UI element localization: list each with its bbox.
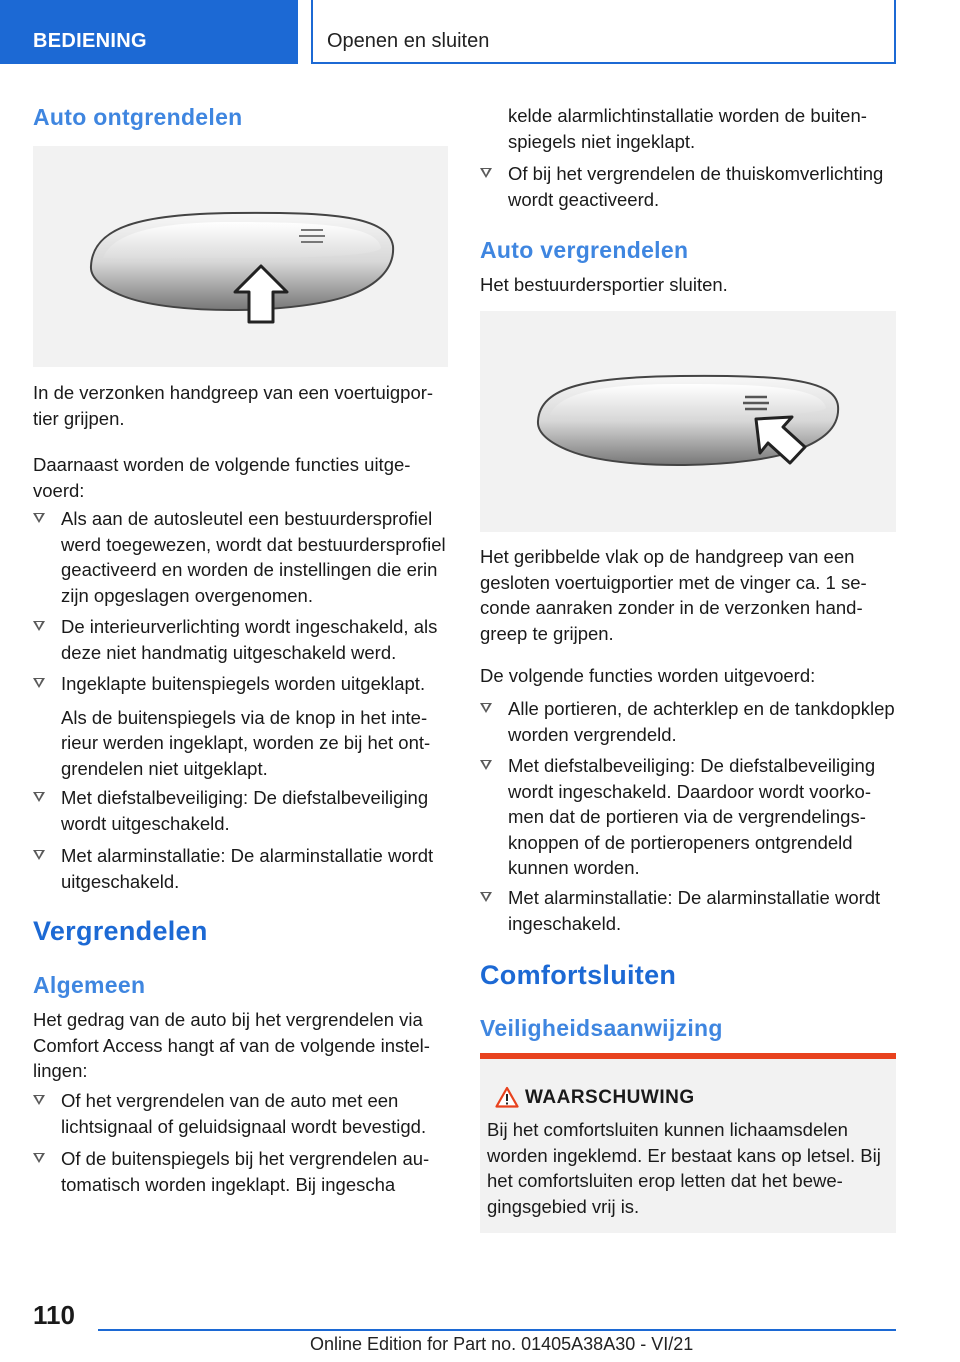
paragraph-functions-executed: De volgende functies worden uitgevoerd: [480,665,816,686]
list-item-text: Of bij het vergrendelen de thuiskomverlichting wordt geactiveerd. [508,163,884,210]
list-item-text: Met diefstalbeveiliging: De diefstalbeveiliging wordt ingeschakeld. Daardoor wordt voorkomen dat de portieren via de vergrendelingsknoppen of de portieropeners ontgrendeld kunnen worden. [508,755,876,878]
list-item [480,753,896,881]
list-item-text: Met alarminstallatie: De alarminstallatie wordt ingeschakeld. [508,887,881,934]
page-number: 110 [33,1300,75,1330]
list-item-text: Met alarminstallatie: De alarminstallatie wordt uitgeschakeld. [61,845,434,892]
header-section-tab [0,0,298,64]
header-section-label: BEDIENING [33,30,147,52]
triangle-bullet-icon [480,892,492,902]
triangle-bullet-icon [33,678,45,688]
door-handle-grip-illustration [33,146,448,367]
list-item-text: De interieurverlichting wordt ingeschakeld, als deze niet handmatig uitgeschakeld werd. [61,616,438,663]
heading-auto-vergrendelen: Auto vergrendelen [480,237,689,263]
list-item-text: Ingeklapte buitenspiegels worden uitgeklapt. [61,673,426,694]
paragraph-grip-handle: In de verzonken handgreep van een voertuigportier grijpen. [33,382,434,429]
triangle-bullet-icon [480,703,492,713]
warning-triangle-icon [495,1086,519,1108]
list-item [33,1146,448,1197]
door-handle-touch-illustration [480,311,896,532]
list-item [480,696,896,747]
heading-vergrendelen: Vergrendelen [33,916,208,946]
heading-comfortsluiten: Comfortsluiten [480,960,677,990]
paragraph-ribbed-surface: Het geribbelde vlak op de handgreep van een gesloten voertuigportier met de vinger ca. 1 seconde aanraken zonder in de verzonken handgreep te grijpen. [480,546,867,644]
heading-algemeen: Algemeen [33,972,146,998]
list-item [33,1088,448,1139]
triangle-bullet-icon [480,168,492,178]
footer-edition: Online Edition for Part no. 01405A38A30 - VI/21 [310,1334,694,1354]
list-item [33,785,448,836]
heading-veiligheidsaanwijzing: Veiligheidsaanwijzing [480,1015,723,1041]
heading-auto-ontgrendelen: Auto ontgrendelen [33,104,243,130]
header-chapter-tab [311,0,896,64]
header-chapter-label: Openen en sluiten [327,30,490,52]
triangle-bullet-icon [33,1095,45,1105]
list-item [33,843,448,894]
figure-handle-touch [480,311,896,532]
paragraph-continued: kelde alarmlichtinstallatie worden de buitenspiegels niet ingeklapt. [508,105,867,152]
list-item-text: Als aan de autosleutel een bestuurdersprofiel werd toegewezen, wordt dat bestuurdersprofiel geactiveerd en worden de instellingen die erin zijn opgeslagen overgenomen. [61,508,446,606]
paragraph-additional-functions: Daarnaast worden de volgende functies uitgevoerd: [33,454,411,501]
list-item-text: Met diefstalbeveiliging: De diefstalbeveiliging wordt uitgeschakeld. [61,787,429,834]
warning-box [480,1053,896,1233]
paragraph-comfort-access: Het gedrag van de auto bij het vergrendelen via Comfort Access hangt af van de volgende instellingen: [33,1009,430,1081]
warning-text: Bij het comfortsluiten kunnen lichaamsdelen worden ingeklemd. Er bestaat kans op letsel. Bij het comfortsluiten erop letten dat het bewegingsgebied vrij is. [487,1119,881,1217]
triangle-bullet-icon [33,792,45,802]
triangle-bullet-icon [480,760,492,770]
triangle-bullet-icon [33,850,45,860]
list-item [480,885,896,936]
footer-divider [98,1329,896,1331]
warning-title: WAARSCHUWING [525,1087,695,1108]
list-item [33,614,448,665]
list-item [33,506,448,608]
list-item-text: Of de buitenspiegels bij het vergrendelen automatisch worden ingeklapt. Bij ingescha [61,1148,430,1195]
triangle-bullet-icon [33,1153,45,1163]
paragraph-close-door: Het bestuurdersportier sluiten. [480,274,728,295]
list-item-text: Of het vergrendelen van de auto met een lichtsignaal of geluidsignaal wordt bevestigd. [61,1090,427,1137]
list-item-text: Alle portieren, de achterklep en de tankdopklep worden vergrendeld. [508,698,895,745]
triangle-bullet-icon [33,621,45,631]
list-item-subtext: Als de buitenspiegels via de knop in het interieur werden ingeklapt, worden ze bij het ontgrendelen niet uitgeklapt. [61,706,431,779]
figure-handle-grip [33,146,448,367]
list-item [33,671,448,781]
list-item [480,161,896,212]
triangle-bullet-icon [33,513,45,523]
